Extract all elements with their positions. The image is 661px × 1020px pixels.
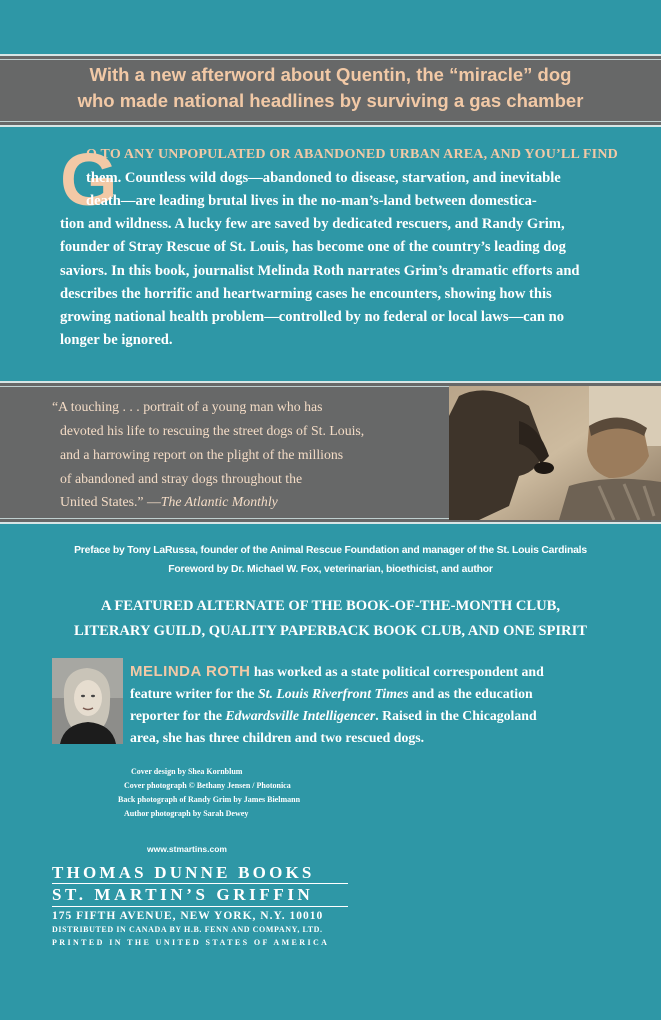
featured-line-1: A FEATURED ALTERNATE OF THE BOOK-OF-THE-MONTH CLUB, xyxy=(100,598,561,614)
publisher-address: 175 FIFTH AVENUE, NEW YORK, N.Y. 10010 xyxy=(52,910,324,922)
author-name: MELINDA ROTH xyxy=(130,663,251,680)
author-bio-text: and as the education xyxy=(408,686,533,701)
photo-credit: Back photograph of Randy Grim by James Bielmann xyxy=(118,795,301,804)
description-line: them. Countless wild dogs—abandoned to disease, starvation, and inevitable xyxy=(86,170,561,186)
review-line-text: United States.” — xyxy=(60,494,161,509)
description-line: saviors. In this book, journalist Melinda Roth narrates Grim’s dramatic efforts and xyxy=(60,263,580,279)
review-line xyxy=(60,493,278,511)
author-bio-text: reporter for the xyxy=(130,708,226,723)
description-line: death—are leading brutal lives in the no-man’s-land between domestica- xyxy=(86,193,537,209)
author-bio-line: area, she has three children and two rescued dogs. xyxy=(130,730,425,745)
author-bio-text: . Raised in the Chicagoland xyxy=(375,708,537,723)
review-line: of abandoned and stray dogs throughout the xyxy=(60,471,303,486)
description-line: O TO ANY UNPOPULATED OR ABANDONED URBAN AREA, AND YOU’LL FIND xyxy=(86,147,618,162)
review-line: devoted his life to rescuing the street dogs of St. Louis, xyxy=(60,423,365,438)
printed-note: PRINTED IN THE UNITED STATES OF AMERICA xyxy=(52,938,330,947)
review-source: The Atlantic Monthly xyxy=(160,494,278,509)
description-line: longer be ignored. xyxy=(60,332,173,348)
photo-credit: Cover design by Shea Kornblum xyxy=(131,767,243,776)
publisher-url: www.stmartins.com xyxy=(147,844,227,854)
headline-line-2: who made national headlines by surviving a gas chamber xyxy=(77,90,584,111)
description-line: describes the horrific and heartwarming cases he encounters, showing how this xyxy=(60,286,552,302)
featured-line-2: LITERARY GUILD, QUALITY PAPERBACK BOOK CLUB, AND ONE SPIRIT xyxy=(73,623,588,639)
headline-line-1: With a new afterword about Quentin, the “miracle” dog xyxy=(89,64,572,85)
description-line: founder of Stray Rescue of St. Louis, has become one of the country’s leading dog xyxy=(60,239,566,255)
photo-credit: Cover photograph © Bethany Jensen / Photonica xyxy=(124,781,291,790)
drop-cap: G xyxy=(60,138,118,221)
author-bio-line xyxy=(130,705,537,727)
photo-credit: Author photograph by Sarah Dewey xyxy=(124,809,249,818)
review-line: and a harrowing report on the plight of the millions xyxy=(60,447,344,462)
author-bio-line xyxy=(130,661,544,683)
imprint-name: THOMAS DUNNE BOOKS xyxy=(52,863,315,882)
publication-title: St. Louis Riverfront Times xyxy=(257,686,409,701)
randy-grim-with-dog-photo xyxy=(449,386,661,520)
foreword-credit: Foreword by Dr. Michael W. Fox, veterinarian, bioethicist, and author xyxy=(168,564,493,575)
publisher-rule xyxy=(52,906,348,907)
distribution-note: DISTRIBUTED IN CANADA BY H.B. FENN AND COMPANY, LTD. xyxy=(52,925,323,934)
author-bio-text: has worked as a state political correspondent and xyxy=(250,664,544,679)
description-line: growing national health problem—controlled by no federal or local laws—can no xyxy=(60,309,565,325)
review-line: “A touching . . . portrait of a young man who has xyxy=(52,399,323,414)
description-line: tion and wildness. A lucky few are saved by dedicated rescuers, and Randy Grim, xyxy=(60,216,565,232)
publication-title: Edwardsville Intelligencer xyxy=(225,708,376,723)
author-bio-text: feature writer for the xyxy=(130,686,258,701)
author-bio-line xyxy=(130,683,533,705)
publisher-name: ST. MARTIN’S GRIFFIN xyxy=(52,885,314,904)
preface-credit: Preface by Tony LaRussa, founder of the Animal Rescue Foundation and manager of the St. Louis Cardinals xyxy=(74,545,587,556)
author-photo xyxy=(52,658,123,744)
